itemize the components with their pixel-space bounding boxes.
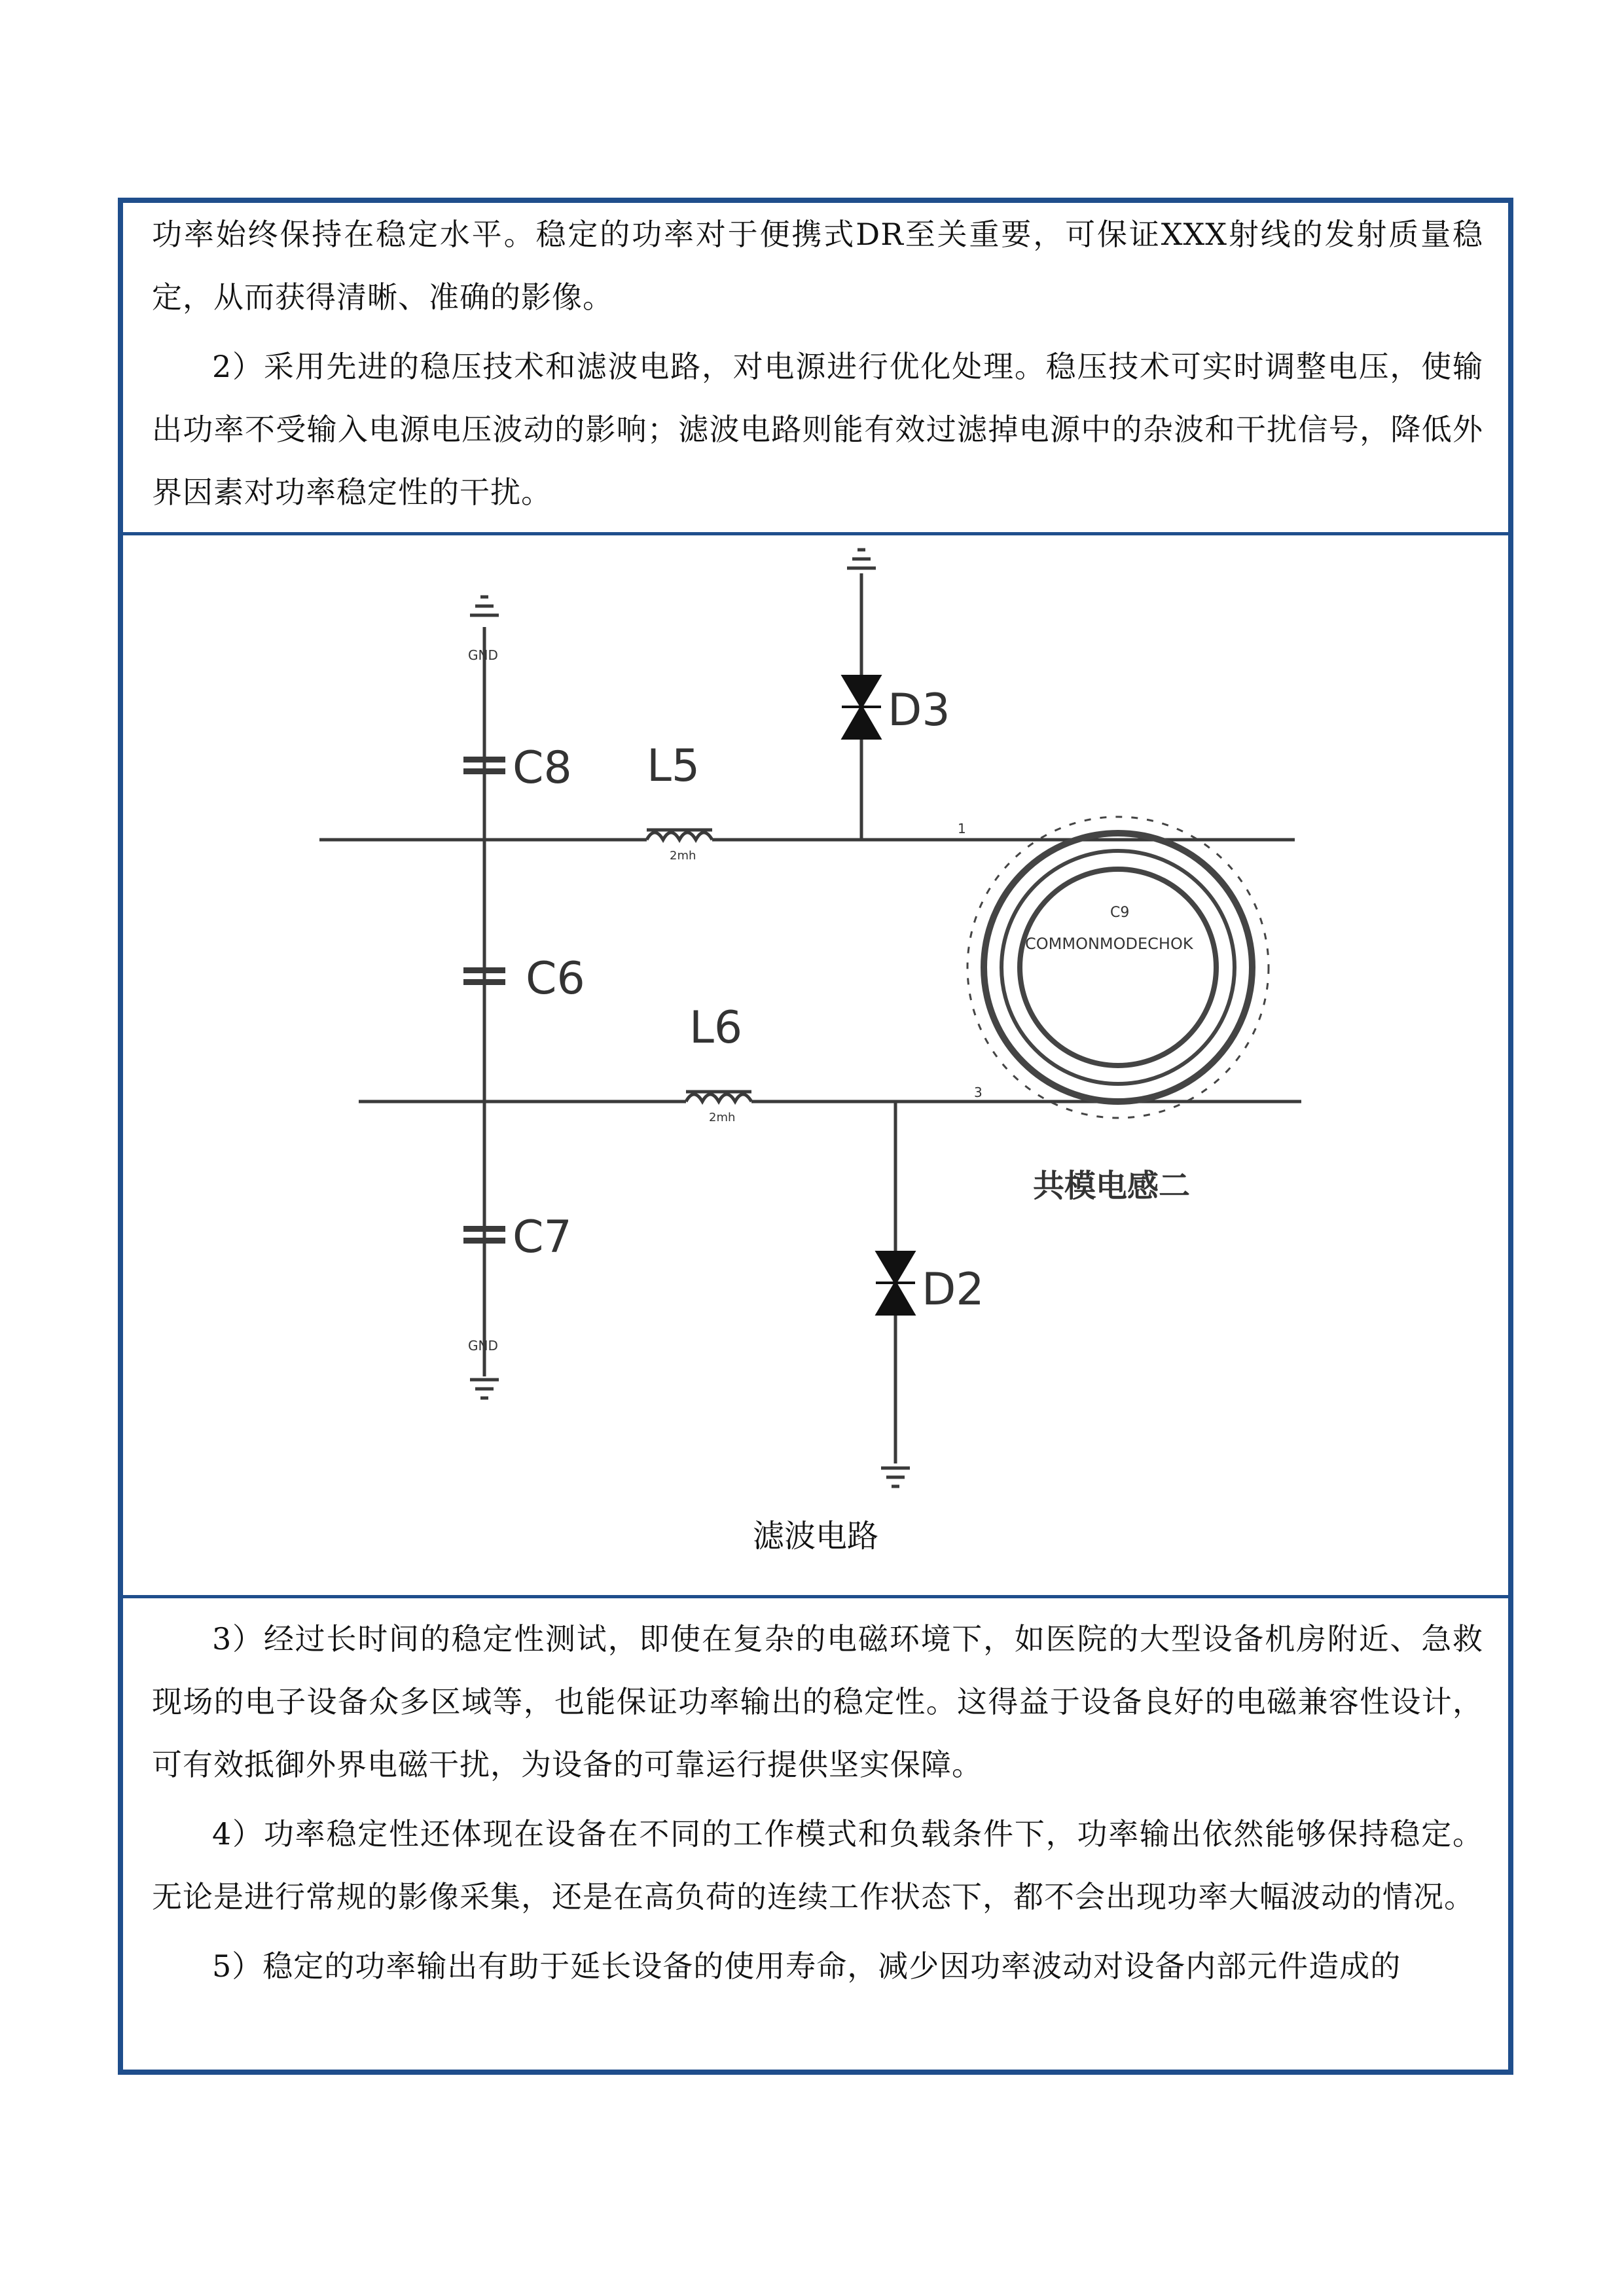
choke-ref-label: C9	[1110, 905, 1130, 921]
gnd-bottom-label: GND	[468, 1338, 498, 1354]
l6-label: L6	[689, 1002, 743, 1054]
c6-label: C6	[526, 953, 585, 1005]
l5-value: 2mh	[670, 849, 696, 863]
l6-value: 2mh	[709, 1111, 736, 1124]
d3-label: D3	[888, 685, 950, 736]
paragraph-5: 5）稳定的功率输出有助于延长设备的使用寿命，减少因功率波动对设备内部元件造成的	[212, 1948, 1401, 1984]
table-cell-bottom	[123, 1598, 1508, 2070]
table-cell-top	[123, 203, 1508, 535]
d2-label: D2	[922, 1264, 984, 1316]
paragraph-1: 功率始终保持在稳定水平。稳定的功率对于便携式DR至关重要，可保证XXX射线的发射质量稳定，从而获得清晰、准确的影像。	[152, 217, 1483, 315]
filter-circuit-diagram	[123, 535, 1508, 1504]
c8-label: C8	[513, 742, 572, 794]
c7-label: C7	[513, 1211, 572, 1263]
paragraph-3: 3）经过长时间的稳定性测试，即使在复杂的电磁环境下，如医院的大型设备机房附近、急救现场的电子设备众多区域等，也能保证功率输出的稳定性。这得益于设备良好的电磁兼容性设计，可有效抵御外界电磁干扰，为设备的可靠运行提供坚实保障。	[152, 1621, 1483, 1782]
paragraph-4: 4）功率稳定性还体现在设备在不同的工作模式和负载条件下，功率输出依然能够保持稳定。无论是进行常规的影像采集，还是在高负荷的连续工作状态下，都不会出现功率大幅波动的情况。	[152, 1816, 1483, 1914]
pin-3-label: 3	[974, 1085, 983, 1100]
gnd-top-label: GND	[468, 647, 498, 663]
choke-part-label: COMMONMODECHOK	[1025, 935, 1193, 953]
content-table	[118, 198, 1513, 2075]
l5-label: L5	[647, 740, 700, 792]
pin-1-label: 1	[958, 821, 966, 836]
figure-caption: 滤波电路	[752, 1518, 878, 1554]
paragraph-2: 2）采用先进的稳压技术和滤波电路，对电源进行优化处理。稳压技术可实时调整电压，使输出功率不受输入电源电压波动的影响；滤波电路则能有效过滤掉电源中的杂波和干扰信号，降低外界因素对功率稳定性的干扰。	[152, 349, 1483, 510]
table-cell-figure	[123, 535, 1508, 1598]
choke-name-label: 共模电感二	[1033, 1168, 1191, 1204]
